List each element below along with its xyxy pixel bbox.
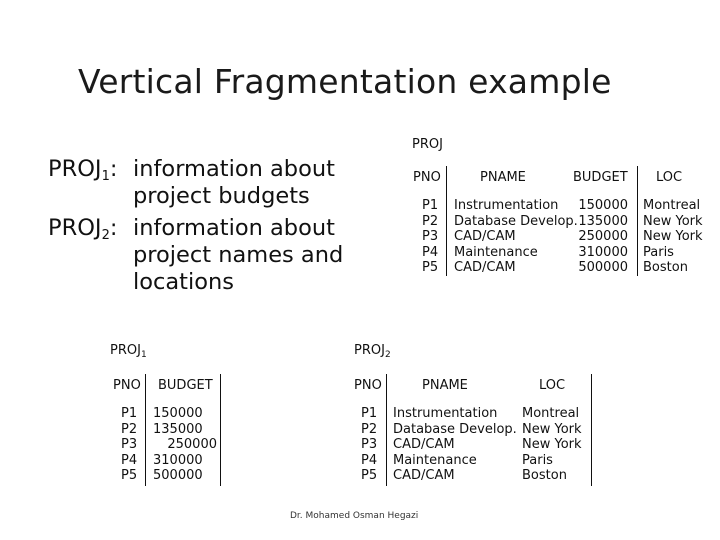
column-divider xyxy=(386,374,387,486)
table-cell: P5 xyxy=(121,468,138,483)
table-cell: P1 xyxy=(422,198,439,213)
table-cell: Maintenance xyxy=(393,452,477,468)
proj-header-budget: BUDGET xyxy=(573,170,628,185)
slide-footer: Dr. Mohamed Osman Hegazi xyxy=(290,511,419,521)
proj1-col-pno xyxy=(121,406,137,484)
proj-col-loc xyxy=(643,198,720,276)
proj-col-budget xyxy=(572,198,628,276)
proj1-header-budget: BUDGET xyxy=(158,378,213,393)
proj1-caption: $PROJ_1$ xyxy=(110,343,147,360)
table-cell: P3 xyxy=(121,437,138,452)
table-cell: 250000 xyxy=(578,229,628,244)
table-cell: 150000 xyxy=(578,198,628,213)
table-cell: P1 xyxy=(121,406,138,421)
column-divider xyxy=(220,374,221,486)
proj-col-pno xyxy=(422,198,438,276)
table-cell: 500000 xyxy=(153,468,203,483)
description-line: locations xyxy=(133,269,234,295)
proj1-col-budget xyxy=(153,406,217,484)
proj2-header-pno: PNO xyxy=(354,378,382,393)
description-line: project budgets xyxy=(133,183,310,209)
proj2-caption: $PROJ_2$ xyxy=(354,343,391,360)
table-cell: Paris xyxy=(522,452,553,468)
table-cell: Paris xyxy=(643,244,674,260)
proj2-col-loc xyxy=(522,406,582,484)
column-divider xyxy=(591,374,592,486)
table-cell: CAD/CAM xyxy=(454,260,516,275)
proj-header-pname: PNAME xyxy=(480,170,526,185)
table-cell: P2 xyxy=(361,421,378,437)
table-cell: Boston xyxy=(643,260,688,275)
table-cell: P5 xyxy=(422,260,439,275)
table-cell: P4 xyxy=(361,452,378,468)
table-cell: CAD/CAM xyxy=(393,468,455,483)
proj2-header-loc: LOC xyxy=(539,378,566,393)
table-cell: 150000 xyxy=(153,406,203,421)
table-cell: CAD/CAM xyxy=(393,437,455,452)
table-cell: P5 xyxy=(361,468,378,483)
table-cell: Database Develop. xyxy=(454,213,578,229)
table-cell: CAD/CAM xyxy=(454,229,516,244)
table-cell: New York xyxy=(643,213,703,229)
proj-header-loc: LOC xyxy=(656,170,683,185)
description-proj1-name: $PROJ_1$: xyxy=(48,156,118,184)
proj-col-pname xyxy=(454,198,578,276)
table-cell: P3 xyxy=(422,229,439,244)
table-cell: New York xyxy=(522,437,582,452)
table-cell: P2 xyxy=(422,213,439,229)
description-proj2-name: $PROJ_2$: xyxy=(48,215,118,243)
column-divider xyxy=(145,374,146,486)
table-cell: P1 xyxy=(361,406,378,421)
table-cell: P4 xyxy=(422,244,439,260)
table-cell: 250000 xyxy=(167,437,217,452)
proj2-header-pname: PNAME xyxy=(422,378,468,393)
table-cell: Montreal xyxy=(522,406,580,421)
proj2-col-pname xyxy=(393,406,517,484)
table-cell: 310000 xyxy=(153,452,203,468)
description-line: information about xyxy=(133,215,335,241)
description-line: project names and xyxy=(133,242,344,268)
description-proj1-text xyxy=(133,156,335,210)
table-cell: Instrumentation xyxy=(454,198,559,213)
proj1-header-pno: PNO xyxy=(113,378,141,393)
table-cell: 310000 xyxy=(578,244,628,260)
column-divider xyxy=(446,166,447,276)
table-cell: 135000 xyxy=(153,421,203,437)
column-divider xyxy=(637,166,638,276)
table-cell: P4 xyxy=(121,452,138,468)
proj-caption: PROJ xyxy=(412,137,443,152)
table-cell: Montreal xyxy=(643,198,701,213)
table-cell: P2 xyxy=(121,421,138,437)
table-cell: New York xyxy=(522,421,582,437)
table-cell: P3 xyxy=(361,437,378,452)
table-cell: New York xyxy=(643,229,703,244)
description-line: information about xyxy=(133,156,335,182)
proj-header-pno: PNO xyxy=(413,170,441,185)
table-cell: 500000 xyxy=(578,260,628,275)
proj2-col-pno xyxy=(361,406,377,484)
slide-title: Vertical Fragmentation example xyxy=(78,62,612,101)
table-cell: Database Develop. xyxy=(393,421,517,437)
table-cell: Maintenance xyxy=(454,244,538,260)
table-cell: 135000 xyxy=(578,213,628,229)
description-proj2-text xyxy=(133,215,343,296)
table-cell: Boston xyxy=(522,468,567,483)
table-cell: Instrumentation xyxy=(393,406,498,421)
